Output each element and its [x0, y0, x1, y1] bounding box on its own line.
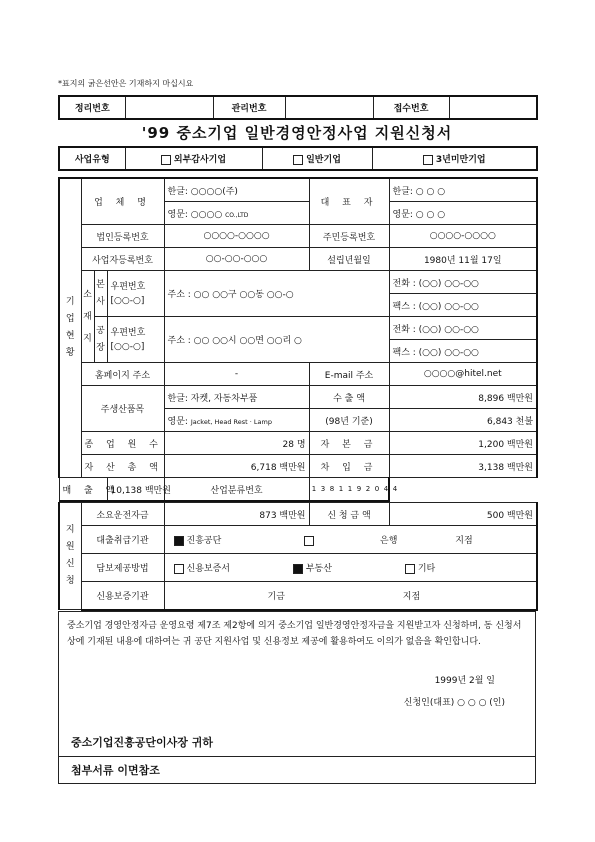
- collateral-options: [164, 554, 537, 582]
- hq-phone[interactable]: 전화 : (○○) ○○-○○: [389, 271, 537, 294]
- digit-bottom: 4: [392, 485, 398, 493]
- receipt-no-label: 접수번호: [373, 96, 449, 119]
- instruction-note: *표지의 굵은선안은 기재하지 마십시요: [58, 79, 194, 88]
- applicant-line[interactable]: 신청인(대표) ○ ○ ○ (인): [59, 692, 536, 728]
- declaration-table: [58, 611, 536, 784]
- collateral-opt3: 기타: [417, 564, 436, 574]
- import-label: 차 입 금: [309, 455, 389, 478]
- industry-code[interactable]: [309, 478, 398, 502]
- founded-label: 설립년월일: [309, 248, 389, 271]
- capital-value[interactable]: 1,200 백만원: [389, 432, 537, 455]
- hq-label: [94, 271, 107, 317]
- homepage-label: 홈페이지 주소: [81, 363, 164, 386]
- company-name-en-text: 영문: ○○○○: [167, 209, 223, 220]
- guarantee-options: [164, 582, 537, 610]
- header-table: [58, 95, 538, 120]
- hq-label-text: 본사: [96, 279, 105, 307]
- sales-label: 매 출 액: [59, 478, 107, 502]
- hq-address[interactable]: 주소 : ○○ ○○구 ○○동 ○○-○: [164, 271, 389, 317]
- employees-label: 종 업 원 수: [81, 432, 164, 455]
- biz-reg-value[interactable]: ○○-○○-○○○: [164, 248, 309, 271]
- receipt-no-field[interactable]: [449, 96, 537, 119]
- company-name-en-suffix: CO.,LTD: [225, 211, 249, 219]
- export-value[interactable]: 8,896 백만원: [389, 386, 537, 409]
- industry-digit: [382, 484, 400, 494]
- factory-label: [94, 317, 107, 363]
- application-form: [58, 95, 536, 784]
- industry-digit: [310, 484, 328, 494]
- factory-label-text: 공장: [96, 325, 105, 353]
- admin-no-field[interactable]: [285, 96, 373, 119]
- company-section-text: 기업현황: [65, 297, 75, 358]
- hq-zip[interactable]: 우편번호 [○○-○]: [107, 271, 164, 317]
- request-value[interactable]: 500 백만원: [389, 503, 537, 526]
- lender-options: [164, 526, 537, 554]
- checkbox-checked[interactable]: [174, 536, 184, 546]
- company-name-en[interactable]: [164, 202, 309, 225]
- business-type-opt3[interactable]: [372, 147, 537, 170]
- request-label: 신 청 금 액: [309, 503, 389, 526]
- checkbox[interactable]: [161, 155, 171, 165]
- capital-label: 자 본 금: [309, 432, 389, 455]
- employees-value[interactable]: 28 명: [164, 432, 309, 455]
- hq-fax[interactable]: 팩스 : (○○) ○○-○○: [389, 294, 537, 317]
- checkbox[interactable]: [304, 536, 314, 546]
- rep-kr[interactable]: 한글: ○ ○ ○: [389, 178, 537, 202]
- rep-label: 대 표 자: [309, 178, 389, 225]
- declaration-text: 중소기업 경영안정자금 운영요령 제7조 제2항에 의거 중소기업 일반경영안정자금을 지원받고자 신청하며, 동 신청서상에 기재된 내용에 대하여는 귀 공단 지원사업 및 신용정보 제공에 활용하여도 이의가 없음을 확인합니다.: [59, 611, 536, 656]
- manage-no-label: 정리번호: [59, 96, 125, 119]
- lender-bank: 은행: [380, 536, 398, 546]
- industry-digit: [346, 484, 364, 494]
- export-value-usd[interactable]: 6,843 천불: [389, 409, 537, 432]
- corp-reg-value[interactable]: ○○○○-○○○○: [164, 225, 309, 248]
- checkbox-checked[interactable]: [293, 564, 303, 574]
- required-label: 소요운전자금: [81, 503, 164, 526]
- homepage-value[interactable]: -: [164, 363, 309, 386]
- products-en-prefix: 영문:: [167, 416, 188, 427]
- assets-value[interactable]: 6,718 백만원: [164, 455, 309, 478]
- collateral-opt1: 신용보증서: [186, 564, 230, 574]
- guarantee-branch: 지점: [402, 591, 421, 602]
- email-value[interactable]: ○○○○@hitel.net: [389, 363, 537, 386]
- export-label: 수 출 액: [309, 386, 389, 409]
- export-sub: (98년 기준): [309, 409, 389, 432]
- industry-digit: [328, 484, 346, 494]
- digit-bottom: 9: [356, 485, 362, 493]
- business-type-opt1-label: 외부감사기업: [173, 155, 227, 165]
- support-section-label: [59, 503, 81, 610]
- biz-reg-label: 사업자등록번호: [81, 248, 164, 271]
- factory-phone[interactable]: 전화 : (○○) ○○-○○: [389, 317, 537, 340]
- support-table: [58, 502, 538, 611]
- lender-opt1: 진흥공단: [186, 536, 222, 546]
- checkbox[interactable]: [293, 155, 303, 165]
- factory-zip[interactable]: 우편번호 [○○-○]: [107, 317, 164, 363]
- business-type-opt2-label: 일반기업: [306, 155, 341, 165]
- checkbox[interactable]: [423, 155, 433, 165]
- industry-label: 산업분류번호: [164, 478, 309, 502]
- assets-label: 자 산 총 액: [81, 455, 164, 478]
- location-label-text: 소재지: [83, 289, 92, 344]
- business-type-opt1[interactable]: [125, 147, 262, 170]
- digit-bottom: 1: [338, 485, 344, 493]
- digit-top: 1: [311, 485, 317, 493]
- products-en[interactable]: [164, 409, 309, 432]
- factory-fax[interactable]: 팩스 : (○○) ○○-○○: [389, 340, 537, 363]
- products-en-text: Jacket, Head Rest · Lamp: [190, 417, 272, 426]
- guarantee-label: 신용보증기관: [81, 582, 164, 610]
- lender-branch: 지점: [455, 536, 473, 546]
- business-type-table: [58, 146, 538, 171]
- corp-reg-label: 법인등록번호: [81, 225, 164, 248]
- company-table: [58, 177, 538, 502]
- digit-top: 1: [347, 485, 353, 493]
- support-section-text: 지원신청: [65, 525, 75, 586]
- rep-en[interactable]: 영문: ○ ○ ○: [389, 202, 537, 225]
- founded-value[interactable]: 1980년 11월 17일: [389, 248, 537, 271]
- admin-no-label: 관리번호: [213, 96, 285, 119]
- digit-top: 8: [329, 485, 335, 493]
- digit-top: 2: [365, 485, 371, 493]
- email-label: E-mail 주소: [309, 363, 389, 386]
- digit-bottom: 3: [320, 485, 326, 493]
- form-title: '99 중소기업 일반경영안정사업 지원신청서: [141, 124, 453, 142]
- resident-reg-label: 주민등록번호: [309, 225, 389, 248]
- business-type-label: 사업유형: [59, 147, 125, 170]
- checkbox[interactable]: [174, 564, 184, 574]
- collateral-opt2: 부동산: [305, 564, 332, 574]
- products-label: 주생산품목: [81, 386, 164, 432]
- attachment-note: 첨부서류 이면참조: [59, 756, 536, 783]
- addressee: 중소기업진흥공단이사장 귀하: [59, 728, 536, 757]
- manage-no-field[interactable]: [125, 96, 213, 119]
- date-line[interactable]: 1999년 2월 일: [59, 656, 536, 692]
- guarantee-fund: 기금: [267, 591, 285, 602]
- resident-reg-value[interactable]: ○○○○-○○○○: [389, 225, 537, 248]
- company-name-label: 업 체 명: [81, 178, 164, 225]
- lender-label: 대출취급기관: [81, 526, 164, 554]
- digit-bottom: 0: [374, 485, 380, 493]
- required-value[interactable]: 873 백만원: [164, 503, 309, 526]
- factory-address[interactable]: 주소 : ○○ ○○시 ○○면 ○○리 ○: [164, 317, 389, 363]
- import-value[interactable]: 3,138 백만원: [389, 455, 537, 478]
- business-type-opt2[interactable]: [262, 147, 372, 170]
- digit-top: 4: [383, 485, 389, 493]
- industry-digits: [310, 484, 398, 494]
- checkbox[interactable]: [405, 564, 415, 574]
- business-type-opt3-label: 3년미만기업: [435, 155, 486, 165]
- products-kr[interactable]: 한글: 자켓, 자동차부품: [164, 386, 309, 409]
- company-name-kr[interactable]: 한글: ○○○○(주): [164, 178, 309, 202]
- industry-digit: [364, 484, 382, 494]
- company-section-label: [59, 178, 81, 478]
- location-label: [81, 271, 94, 363]
- sales-value[interactable]: 10,138 백만원: [107, 478, 164, 502]
- collateral-label: 담보제공방법: [81, 554, 164, 582]
